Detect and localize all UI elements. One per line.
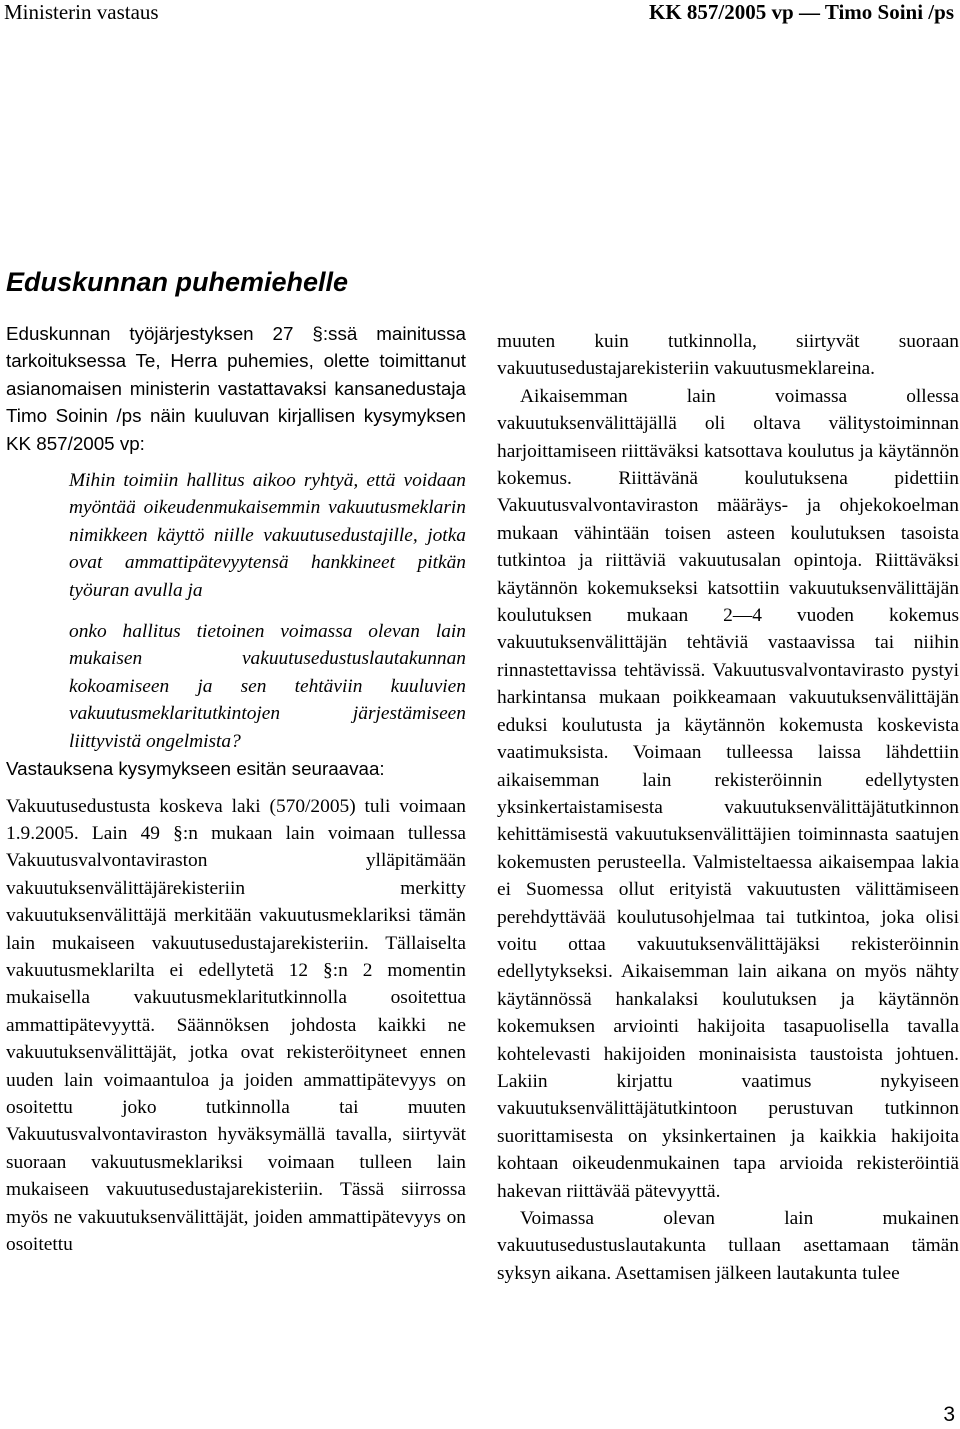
answer-continuation: muuten kuin tutkinnolla, siirtyvät suoraan vakuutusedustajarekisteriin vakuutusmeklareina. bbox=[497, 331, 959, 380]
page-number: 3 bbox=[943, 1403, 955, 1426]
answer-paragraph-1: Vakuutusedustusta koskeva laki (570/2005) tuli voimaan 1.9.2005. Lain 49 §:n mukaan lain voimaan tullessa Vakuutusvalvontaviraston ylläpitämään vakuutuksenvälittäjärekisteriin merkitty vakuutuksenvälittäjä merkitään vakuutusmeklariksi tämän lain mukaiseen vakuutusedustajarekisteriin. Tällaiselta vakuutusmeklarilta ei edellytetä 12 §:n 2 momentin mukaisella vakuutusmeklaritutkinnolla osoitettua ammattipätevyyttä. Säännöksen johdosta kaikki ne vakuutuksenvälittäjät, jotka ovat rekisteröityneet ennen uuden lain voimaantuloa ja joiden ammattipätevyys on osoitettu joko tutkinnolla tai muuten Vakuutusvalvontaviraston hyväksymällä tavalla, siirtyvät suoraan vakuutusmeklariksi voimaan tulleen lain mukaiseen vakuutusedustajarekisteriin. Tässä siirrossa myös ne vakuutuksenvälittäjät, joiden ammattipätevyys on osoitettu bbox=[6, 795, 466, 1255]
question-paragraph-2: onko hallitus tietoinen voimassa olevan lain mukaisen vakuutusedustuslautakunnan kokoamiseen ja sen tehtäviin kuuluvien vakuutusmeklaritutkintojen järjestämiseen liittyvistä ongelmista? bbox=[69, 621, 466, 752]
question-paragraph-1: Mihin toimiin hallitus aikoo ryhtyä, että voidaan myöntää oikeudenmukaisemmin vakuutusmeklarin nimikkeen käyttö niille vakuutusedustajille, jotka ovat ammattipätevyytensä hankkineet pitkän työuran avulla ja bbox=[69, 470, 466, 601]
running-header-left: Ministerin vastaus bbox=[4, 0, 159, 24]
intro-paragraph: Eduskunnan työjärjestyksen 27 §:ssä mainitussa tarkoituksessa Te, Herra puhemies, olette toimittanut asianomaisen ministerin vastattavaksi kansanedustaja Timo Soinin /ps näin kuuluvan kirjallisen kysymyksen KK 857/2005 vp: bbox=[6, 323, 466, 454]
answer-paragraph-2: Aikaisemman lain voimassa ollessa vakuutuksenvälittäjällä oli oltava välitystoiminnan harjoittamiseen riittäväksi katsottava koulutus ja käytännön kokemus. Riittävänä koulutuksena pidettiin Vakuutusvalvontaviraston määräys- ja ohjekokoelman mukaan vähintään toisen asteen koulutuksen tasoista tutkintoa ja riittäviä vakuutusalan opintoja. Riittäväksi käytännön kokemukseksi katsottiin vakuutuksenvälittäjän koulutuksen mukaan 2—4 vuoden kokemus vakuutuksenvälittäjän tehtäviä vastaavissa tai niihin rinnastettavissa tehtävissä. Vakuutusvalvontavirasto pystyi harkintansa mukaan poikkeamaan vakuutuksenvälittäjän eduksi koulutusta ja käytännön kokemusta koskevista vaatimuksista. Voimaan tulleessa laissa lähdettiin aikaisemman lain rekisteröinnin edellytysten yksinkertaistamisesta vakuutuksenvälittäjätutkinnon kehittämisestä vakuutuksenvälittäjien toiminnasta saatujen kokemusten perusteella. Valmisteltaessa aikaisempaa lakia ei Suomessa ollut erityistä vakuutusten välittämiseen perehdyttävää koulutusohjelmaa tai tutkintoa, joka olisi voitu ottaa vakuutuksenvälittäjäksi rekisteröinnin edellytykseksi. Aikaisemman lain aikana on myös nähty käytännössä hankalaksi koulutuksen ja käytännön kokemuksen arviointi hakijoita tasapuolisella tavalla kohtelevasti hakijoiden moninaisista taustoista johtuen. Lakiin kirjattu vaatimus nykyiseen vakuutuksenvälittäjätutkintoon perustuvan tutkinnon suorittamisesta on yksinkertainen ja kaikkia hakijoita kohtaan oikeudenmukainen tapa arvioida rekisteröintiä hakevan riittävää pätevyyttä. bbox=[497, 385, 959, 1202]
right-column bbox=[497, 328, 959, 1287]
running-header-right: KK 857/2005 vp — Timo Soini /ps bbox=[649, 0, 954, 24]
answer-paragraph-3: Voimassa olevan lain mukainen vakuutusedustuslautakunta tullaan asettamaan tämän syksyn aikana. Asettamisen jälkeen lautakunta tulee bbox=[497, 1208, 959, 1284]
answer-intro: Vastauksena kysymykseen esitän seuraavaa: bbox=[6, 758, 385, 780]
page-title: Eduskunnan puhemiehelle bbox=[6, 267, 349, 297]
left-column bbox=[6, 320, 466, 1258]
